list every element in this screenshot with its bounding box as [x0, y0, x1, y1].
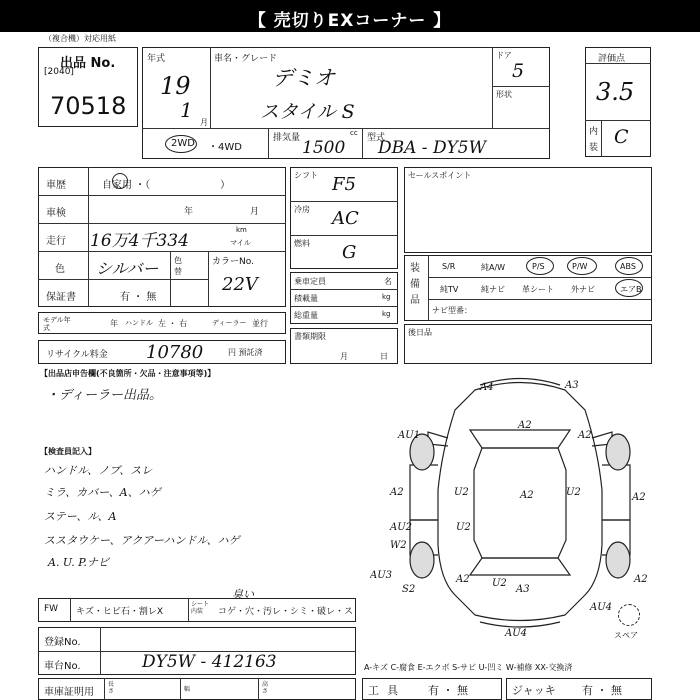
load-unit: kg — [382, 293, 391, 301]
shift-value: F5 — [332, 174, 356, 195]
mark-AU2: AU2 — [390, 522, 413, 533]
spare-label: スペア — [614, 631, 638, 640]
top-note: （複合機）対応用紙 — [44, 34, 116, 43]
handle-label: ハンドル — [125, 319, 153, 327]
inspector-line-4: ススタウケー、アクアーハンドル、ハゲ — [44, 534, 240, 547]
rating-score: 3.5 — [596, 78, 635, 106]
equip-pw: P/W — [572, 262, 588, 271]
mark-A2-rear-right: A2 — [634, 574, 648, 585]
doors-label: ドア — [496, 51, 512, 60]
handle-value: 左 ・ 右 — [158, 319, 188, 328]
mark-S2: S2 — [402, 584, 416, 595]
mark-AU3: AU3 — [370, 570, 393, 581]
mark-A4: A4 — [480, 382, 494, 393]
cert-label: 車庫証明用 — [44, 687, 94, 698]
mark-A2-roof: A2 — [520, 490, 534, 501]
mark-A2-hood: A2 — [518, 420, 532, 431]
shape-label: 形状 — [496, 90, 512, 99]
mark-A2-left: A2 — [390, 487, 404, 498]
equip-ext-navi: 外ナビ — [571, 285, 595, 294]
inspector-line-5: A. U. P.ナビ — [48, 556, 109, 569]
mark-A2-right-front: A2 — [578, 430, 592, 441]
dealer-value: 並行 — [252, 319, 268, 328]
defects-handwritten: 臭い — [232, 588, 254, 601]
seller-notes-label: 【出品店申告欄(不良箇所・欠品・注意事項等)】 — [40, 369, 216, 378]
color-value: シルバー — [96, 259, 159, 278]
equip-abs: ABS — [620, 262, 636, 271]
spare-tire-icon — [618, 604, 640, 626]
displacement-unit: cc — [350, 129, 358, 137]
shift-label: シフト — [294, 171, 318, 180]
mark-A3-front: A3 — [565, 380, 579, 391]
fuel-value: G — [342, 242, 357, 263]
drive-2wd: 2WD — [171, 138, 195, 149]
model-name: デミオ — [272, 66, 335, 90]
equip-aw: 純A/W — [481, 263, 506, 272]
mark-U2-rear-left: U2 — [456, 522, 471, 533]
vin-value: DY5W - 412163 — [142, 652, 277, 672]
interior-label-1: 内 — [589, 127, 599, 137]
inspector-line-3: ステー、ル、A — [44, 510, 117, 523]
jack-label: ジャッキ — [512, 684, 556, 697]
docs-day: 日 — [380, 352, 388, 361]
equipment-label: 装備品 — [410, 263, 420, 306]
model-code-label: 型式 — [367, 133, 386, 143]
mileage-unit-km: km — [236, 226, 247, 234]
model-year-label: モデル年式 — [43, 316, 71, 332]
mark-A3-rear: A3 — [516, 584, 530, 595]
rating-label: 評価点 — [598, 54, 626, 64]
color-code: 22V — [222, 274, 258, 295]
fw-label: FW — [44, 604, 59, 614]
mark-W2: W2 — [390, 540, 407, 551]
lot-number: 70518 — [50, 92, 127, 120]
inspection-label: 車検 — [46, 208, 66, 219]
mileage-label: 走行 — [46, 236, 66, 247]
warranty-value: 有 ・ 無 — [120, 292, 157, 303]
lot-label: 出品 No. — [60, 56, 116, 71]
mark-AU4-rear: AU4 — [505, 628, 528, 639]
inspection-month: 月 — [250, 207, 260, 217]
car-diagram — [370, 370, 670, 640]
mark-U2-left-door: U2 — [454, 487, 469, 498]
model-grade: スタイル S — [260, 101, 355, 123]
inspector-label: 【検査員記入】 — [40, 447, 96, 456]
ac-label: 冷房 — [294, 205, 310, 214]
recycle-value: 10780 — [146, 342, 204, 363]
lot-subcode: [2040] — [44, 67, 74, 77]
month-value: 1 — [180, 98, 193, 122]
load-label: 積載量 — [294, 294, 318, 303]
header-title: 【 売切りEXコーナー 】 — [248, 11, 452, 31]
registration-label: 登録No. — [44, 637, 81, 648]
equip-tv: 純TV — [440, 285, 459, 294]
drive-4wd: ・4WD — [208, 142, 242, 153]
equip-leather: 革シート — [522, 285, 554, 294]
mark-A2-rear-left: A2 — [456, 574, 470, 585]
displacement-value: 1500 — [302, 138, 346, 158]
cert-length: 長さ — [108, 681, 115, 695]
warranty-label: 保証書 — [46, 292, 76, 303]
mark-U2-rear: U2 — [492, 578, 507, 589]
inspector-line-2: ミラ、カバー、A、ハゲ — [44, 486, 161, 499]
equip-sr: S/R — [442, 262, 456, 271]
color-change-label: 色替 — [174, 256, 182, 276]
passengers-label: 乗車定員 — [294, 277, 326, 286]
history-value: 自家用 ・（ ） — [102, 180, 231, 191]
sales-point-label: セールスポイント — [408, 171, 472, 180]
year-value: 19 — [160, 72, 191, 100]
inspection-year: 年 — [184, 207, 194, 217]
mark-AU4-right: AU4 — [590, 602, 613, 613]
inspector-line-1: ハンドル、ノブ、スレ — [44, 464, 153, 477]
damage-legend: A-キズ C-腐食 E-エクボ S-サビ U-凹ミ W-補修 XX-交換済 — [364, 663, 573, 672]
mark-A2-right: A2 — [632, 492, 646, 503]
color-code-label: カラーNo. — [212, 257, 254, 267]
fuel-label: 燃料 — [294, 239, 310, 248]
month-unit: 月 — [200, 118, 208, 127]
mark-U2-right-door: U2 — [566, 487, 581, 498]
defects-interior: コゲ・穴・汚レ・シミ・破レ・ス — [218, 607, 354, 617]
recycle-label: リサイクル料金 — [46, 350, 108, 360]
dealer-label: ディーラー — [212, 319, 247, 327]
model-year-year: 年 — [110, 319, 118, 328]
recycle-unit: 円 預託済 — [228, 348, 263, 357]
docs-month: 月 — [340, 352, 348, 361]
aftermarket-box — [404, 324, 652, 364]
equip-navi: 純ナビ — [481, 285, 505, 294]
history-label: 車歴 — [46, 180, 66, 191]
year-label: 年式 — [147, 54, 166, 64]
vin-label: 車台No. — [44, 661, 81, 672]
interior-label-2: 装 — [589, 143, 599, 153]
jack-value: 有 ・ 無 — [582, 684, 622, 697]
equip-airbag: エアB — [620, 285, 642, 294]
interior-grade: C — [614, 126, 629, 148]
mileage-unit-mile: マイル — [230, 239, 251, 247]
passengers-unit: 名 — [384, 277, 392, 286]
ac-value: AC — [332, 208, 359, 229]
equip-ps: P/S — [532, 262, 545, 271]
weight-label: 総重量 — [294, 311, 318, 320]
displacement-label: 排気量 — [273, 133, 301, 143]
color-label: 色 — [55, 264, 65, 275]
model-name-label: 車名・グレード — [214, 54, 278, 64]
navi-model-label: ナビ型番： — [432, 306, 472, 315]
mark-AU1: AU1 — [398, 430, 421, 441]
seller-notes-text: ・ディーラー出品。 — [46, 388, 162, 403]
cert-width: 幅 — [184, 686, 191, 693]
docs-label: 書類期限 — [294, 332, 326, 341]
aftermarket-label: 後日品 — [408, 328, 432, 337]
tools-label: 工具 — [368, 684, 406, 697]
weight-unit: kg — [382, 310, 391, 318]
seat-label: シート内装 — [191, 601, 210, 615]
model-code-value: DBA - DY5W — [378, 138, 487, 158]
defects-exterior: キズ・ヒビ石・割レX — [76, 607, 163, 617]
tools-value: 有 ・ 無 — [428, 684, 468, 697]
doors-value: 5 — [512, 60, 525, 82]
mileage-value: 16万4千334 — [90, 231, 189, 251]
cert-height: 高さ — [262, 681, 269, 695]
